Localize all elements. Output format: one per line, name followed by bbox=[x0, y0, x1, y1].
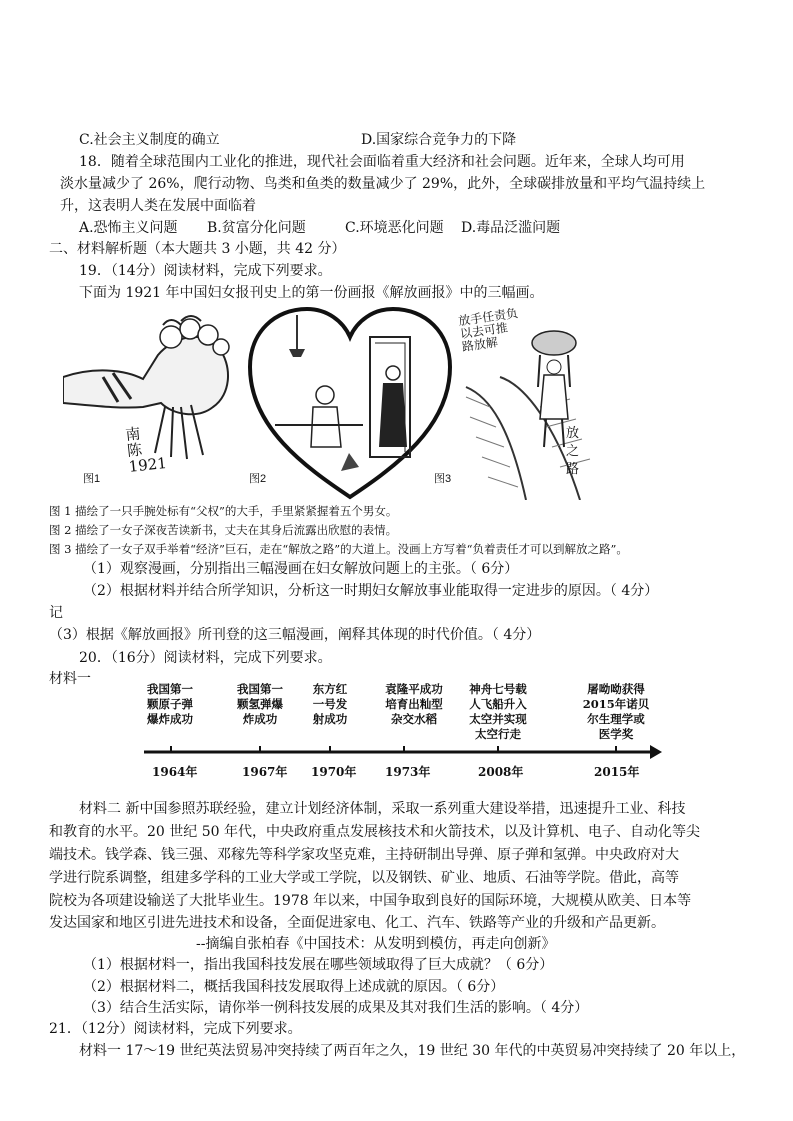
q18-option-b: B.贫富分化问题 bbox=[207, 220, 306, 236]
q17-option-d: D.国家综合竞争力的下降 bbox=[361, 132, 517, 148]
timeline-event-1970: 东方红 一号发 射成功 bbox=[312, 682, 348, 726]
q19-fig2-description: 图 2 描绘了一女子深夜苦读新书，丈夫在其身后流露出欣慰的表情。 bbox=[49, 523, 398, 537]
q20-sub3: （3）结合生活实际，请你举一例科技发展的成果及其对我们生活的影响。（ 4分） bbox=[83, 1000, 589, 1016]
figure-2-cartoon bbox=[245, 307, 455, 500]
q20-material2-line3: 端技术。钱学森、钱三强、邓稼先等科学家攻坚克难，主持研制出导弹、原子弹和氢弹。中央政府对大 bbox=[49, 847, 679, 863]
q19-fig3-description: 图 3 描绘了一女子双手举着“经济”巨石，走在“解放之路”的大道上。没画上方写着“负着责任才可以到解放之路”。 bbox=[49, 542, 628, 556]
q17-option-c: C.社会主义制度的确立 bbox=[79, 132, 220, 148]
timeline-year-2008: 2008年 bbox=[478, 765, 524, 779]
q18-option-d: D.毒品泛滥问题 bbox=[461, 220, 561, 236]
figure-3-title-text: 放手任责负 以去可推 路放解 bbox=[457, 306, 519, 354]
timeline-event-2008: 神舟七号载 人飞船升入 太空并实现 太空行走 bbox=[469, 682, 527, 741]
q18-option-c: C.环境恶化问题 bbox=[345, 220, 444, 236]
timeline-year-1964: 1964年 bbox=[152, 765, 198, 779]
q19-sub3: （3）根据《解放画报》所刊登的这三幅漫画，阐释其体现的时代价值。（ 4分） bbox=[49, 627, 541, 643]
timeline-event-1973: 袁隆平成功 培育出籼型 杂交水稻 bbox=[385, 682, 443, 726]
timeline-year-1967: 1967年 bbox=[242, 765, 288, 779]
timeline-event-1967: 我国第一 颗氢弹爆 炸成功 bbox=[237, 682, 283, 726]
figure-3-road-text: 放 之 路 bbox=[566, 426, 580, 477]
timeline-year-1973: 1973年 bbox=[385, 765, 431, 779]
figure-3-label: 图3 bbox=[434, 473, 452, 485]
q20-source: --摘编自张柏春《中国技术：从发明到模仿，再走向创新》 bbox=[196, 936, 556, 952]
section-heading: 二、材料解析题（本大题共 3 小题，共 42 分） bbox=[49, 241, 346, 257]
q18-stem-line3: 升，这表明人类在发展中面临着 bbox=[60, 198, 256, 214]
q20-title: 20．（16分）阅读材料，完成下列要求。 bbox=[79, 650, 332, 666]
figure-2-label: 图2 bbox=[249, 473, 267, 485]
figure-1-cartoon bbox=[63, 307, 243, 500]
heart-cartoon-illustration bbox=[245, 307, 455, 500]
q20-material2-line1: 材料二 新中国参照苏联经验，建立计划经济体制，采取一系列重大建设举措，迅速提升工业、科技 bbox=[79, 801, 686, 817]
figure-1-label: 图1 bbox=[83, 473, 101, 485]
timeline-axis bbox=[0, 730, 793, 790]
q20-material2-line4: 学进行院系调整，组建多学科的工业大学或工学院，以及钢铁、矿业、地质、石油等学院。借此，高等 bbox=[49, 870, 679, 886]
q19-sub2: （2）根据材料并结合所学知识，分析这一时期妇女解放事业能取得一定进步的原因。（ 4分） bbox=[83, 583, 659, 599]
q21-material1: 材料一 17～19 世纪英法贸易冲突持续了两百年之久，19 世纪 30 年代的中英贸易冲突持续了 20 年以上， bbox=[79, 1043, 746, 1059]
timeline-year-2015: 2015年 bbox=[594, 765, 640, 779]
q21-title: 21．（12分）阅读材料，完成下列要求。 bbox=[49, 1021, 302, 1037]
q19-fig1-description: 图 1 描绘了一只手腕处标有“父权”的大手，手里紧紧握着五个男女。 bbox=[49, 504, 398, 518]
figure-1-signature: 南 陈 1921 bbox=[124, 424, 168, 476]
figure-3-cartoon bbox=[430, 307, 605, 500]
timeline-event-2015: 屠呦呦获得 2015年诺贝 尔生理学或 医学奖 bbox=[582, 682, 650, 741]
q18-option-a: A.恐怖主义问题 bbox=[79, 220, 178, 236]
q20-material1-label: 材料一 bbox=[49, 671, 91, 687]
q20-material2-line5: 院校为各项建设输送了大批毕业生。1978 年以来，中国争取到良好的国际环境，大规模从欧美、日本等 bbox=[49, 893, 692, 909]
q19-stray-char: 记 bbox=[49, 605, 63, 621]
q18-stem-line1: 18．随着全球范围内工业化的推进，现代社会面临着重大经济和社会问题。近年来，全球人均可用 bbox=[79, 154, 685, 170]
q19-intro: 下面为 1921 年中国妇女报刊史上的第一份画报《解放画报》中的三幅画。 bbox=[79, 285, 544, 301]
q20-sub1: （1）根据材料一，指出我国科技发展在哪些领域取得了巨大成就？（ 6分） bbox=[83, 957, 554, 973]
q20-material2-line2: 和教育的水平。20 世纪 50 年代，中央政府重点发展核技术和火箭技术，以及计算机、电子、自动化等尖 bbox=[49, 824, 700, 840]
timeline-event-1964: 我国第一 颗原子弹 爆炸成功 bbox=[147, 682, 193, 726]
q20-material2-line6: 发达国家和地区引进先进技术和设备，全面促进家电、化工、汽车、铁路等产业的升级和产品更新。 bbox=[49, 915, 665, 931]
q20-sub2: （2）根据材料二，概括我国科技发展取得上述成就的原因。（ 6分） bbox=[83, 979, 505, 995]
q19-sub1: （1）观察漫画，分别指出三幅漫画在妇女解放问题上的主张。（ 6分） bbox=[83, 561, 519, 577]
q19-title: 19．（14分）阅读材料，完成下列要求。 bbox=[79, 263, 332, 279]
timeline-year-1970: 1970年 bbox=[311, 765, 357, 779]
q18-stem-line2: 淡水量减少了 26%，爬行动物、鸟类和鱼类的数量减少了 29%，此外，全球碳排放量和平均气温持续上 bbox=[60, 176, 706, 192]
